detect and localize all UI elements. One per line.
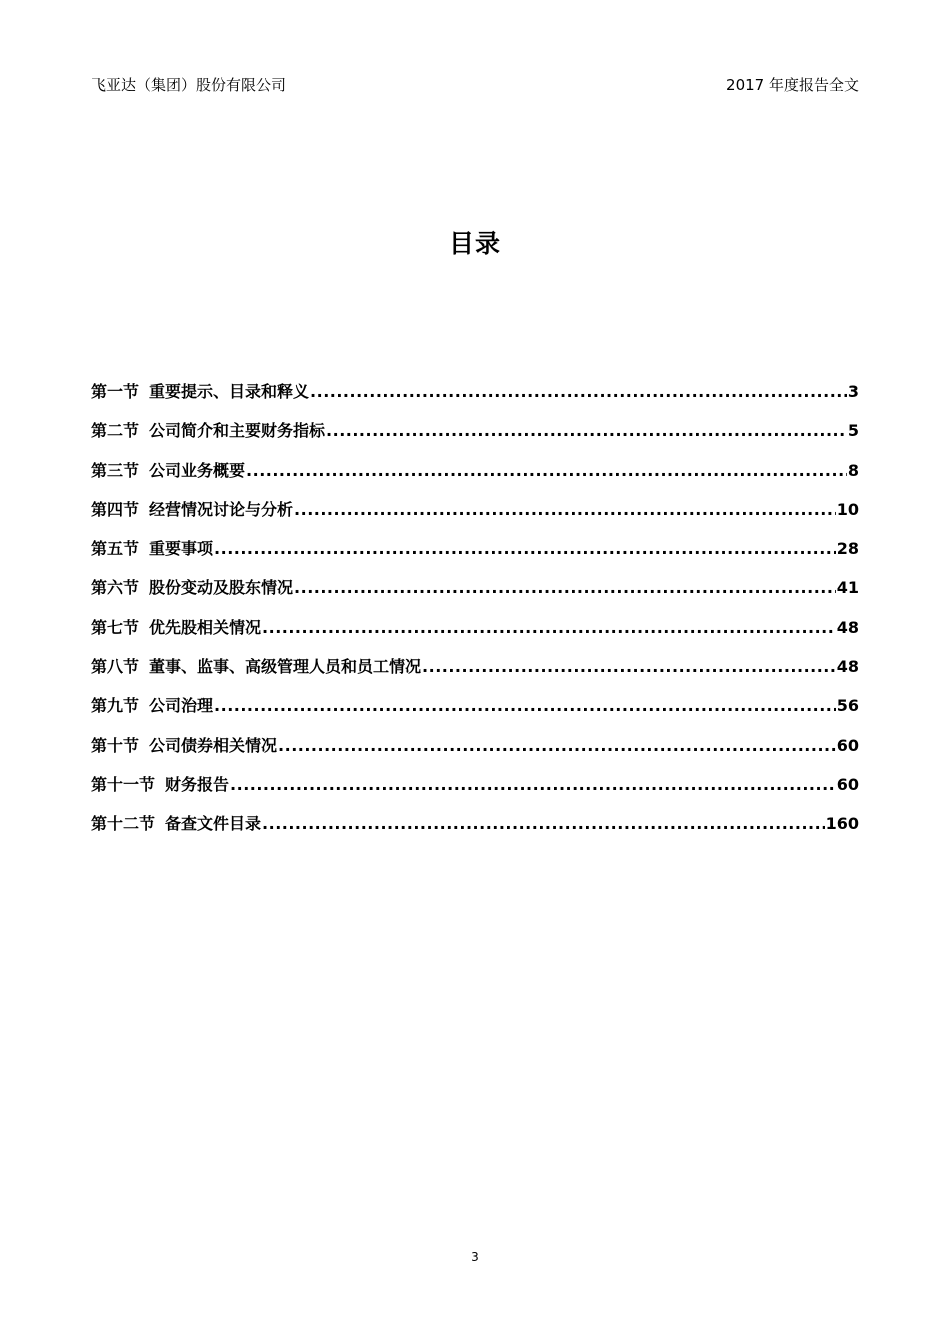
- toc-page-number: 160: [825, 814, 859, 834]
- toc-dot-leader: [326, 417, 847, 445]
- toc-dot-leader: [214, 535, 836, 563]
- page-title: 目录: [448, 229, 501, 258]
- toc-section-number: 第七节: [91, 617, 140, 637]
- toc-section-number: 第十二节: [91, 814, 156, 834]
- footer-page-number: 3: [471, 1250, 479, 1264]
- toc-label: [91, 378, 309, 406]
- toc-item[interactable]: [91, 417, 859, 456]
- toc-section-number: 第五节: [91, 539, 140, 559]
- toc-label: [91, 653, 421, 681]
- header-report-title: 2017 年度报告全文: [726, 76, 859, 94]
- toc-section-number: 第四节: [91, 499, 140, 519]
- toc-item[interactable]: [91, 535, 859, 574]
- toc-section-number: 第六节: [91, 578, 140, 598]
- toc-dot-leader: [422, 653, 836, 681]
- toc-page-number: 10: [836, 499, 859, 519]
- toc-label: [91, 417, 325, 445]
- toc-item[interactable]: [91, 692, 859, 731]
- toc-label: [91, 496, 293, 524]
- toc-dot-leader: [294, 496, 836, 524]
- toc-dot-leader: [310, 378, 847, 406]
- toc-page-number: 8: [847, 460, 859, 480]
- toc-dot-leader: [262, 810, 825, 838]
- toc-page-number: 3: [847, 382, 859, 401]
- toc-section-name: 重要提示、目录和释义: [149, 382, 310, 401]
- toc-dot-leader: [278, 732, 836, 760]
- toc-dot-leader: [262, 614, 836, 642]
- toc-section-name: 股份变动及股东情况: [149, 578, 294, 598]
- toc-label: [91, 457, 245, 485]
- toc-label: [91, 732, 277, 760]
- toc-label: [91, 614, 261, 642]
- toc-item[interactable]: [91, 574, 859, 613]
- toc-label: [91, 810, 261, 838]
- toc-section-name: 备查文件目录: [165, 814, 262, 834]
- toc-item[interactable]: [91, 810, 859, 849]
- toc-section-name: 公司债券相关情况: [149, 735, 278, 755]
- toc-section-number: 第八节: [91, 657, 140, 677]
- toc-section-name: 优先股相关情况: [149, 617, 262, 637]
- toc-section-name: 公司简介和主要财务指标: [149, 421, 326, 441]
- toc-item[interactable]: [91, 614, 859, 653]
- toc-section-number: 第二节: [91, 421, 140, 441]
- toc-page-number: 5: [847, 421, 859, 441]
- toc-section-number: 第十一节: [91, 774, 156, 794]
- toc-dot-leader: [246, 457, 847, 485]
- toc-page-number: 41: [836, 578, 859, 598]
- toc-page-number: 60: [836, 774, 859, 794]
- toc-section-number: 第十节: [91, 735, 140, 755]
- toc-label: [91, 692, 213, 720]
- toc-item[interactable]: [91, 653, 859, 692]
- toc-label: [91, 535, 213, 563]
- toc-page-number: 28: [836, 539, 859, 559]
- toc-item[interactable]: [91, 378, 859, 417]
- toc-page-number: 48: [836, 657, 859, 677]
- toc-dot-leader: [214, 692, 836, 720]
- toc-section-name: 公司治理: [149, 696, 214, 716]
- toc-item[interactable]: [91, 457, 859, 496]
- toc-section-number: 第三节: [91, 460, 140, 480]
- toc-page-number: 60: [836, 735, 859, 755]
- toc-section-name: 重要事项: [149, 539, 214, 559]
- toc-section-number: 第一节: [91, 382, 140, 401]
- toc-page-number: 48: [836, 617, 859, 637]
- table-of-contents: [91, 378, 859, 850]
- toc-label: [91, 771, 229, 799]
- toc-section-name: 经营情况讨论与分析: [149, 499, 294, 519]
- toc-section-name: 公司业务概要: [149, 460, 246, 480]
- toc-section-name: 财务报告: [165, 774, 230, 794]
- toc-dot-leader: [230, 771, 836, 799]
- toc-page-number: 56: [836, 696, 859, 716]
- toc-item[interactable]: [91, 732, 859, 771]
- toc-label: [91, 574, 293, 602]
- toc-item[interactable]: [91, 771, 859, 810]
- header-company-name: 飞亚达（集团）股份有限公司: [91, 76, 287, 94]
- toc-section-name: 董事、监事、高级管理人员和员工情况: [149, 657, 422, 677]
- toc-item[interactable]: [91, 496, 859, 535]
- toc-dot-leader: [294, 574, 836, 602]
- toc-section-number: 第九节: [91, 696, 140, 716]
